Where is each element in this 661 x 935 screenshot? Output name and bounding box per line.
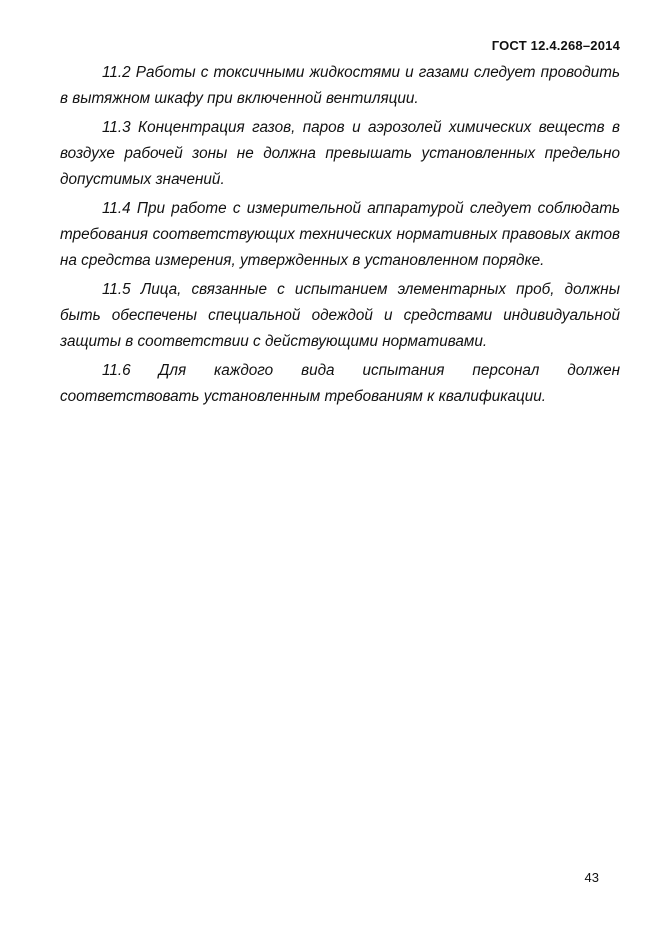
body-text: [60, 60, 620, 413]
paragraph-11-5: 11.5 Лица, связанные с испытанием элементарных проб, должны быть обеспечены специальной одеждой и средствами индивидуальной защиты в соответствии с действующими нормативами.: [60, 281, 620, 350]
page-number: 43: [584, 870, 599, 885]
paragraph-11-6: 11.6 Для каждого вида испытания персонал должен соответствовать установленным требованиям к квалификации.: [60, 362, 620, 405]
paragraph-11-4: 11.4 При работе с измерительной аппаратурой следует соблюдать требования соответствующих технических нормативных правовых актов на средства измерения, утвержденных в установленном порядке.: [60, 200, 620, 269]
document-code-header: ГОСТ 12.4.268–2014: [491, 38, 620, 53]
paragraph-11-2: 11.2 Работы с токсичными жидкостями и газами следует проводить в вытяжном шкафу при включенной вентиляции.: [60, 64, 620, 107]
paragraph-11-3: 11.3 Концентрация газов, паров и аэрозолей химических веществ в воздухе рабочей зоны не должна превышать установленных предельно допустимых значений.: [60, 119, 620, 188]
